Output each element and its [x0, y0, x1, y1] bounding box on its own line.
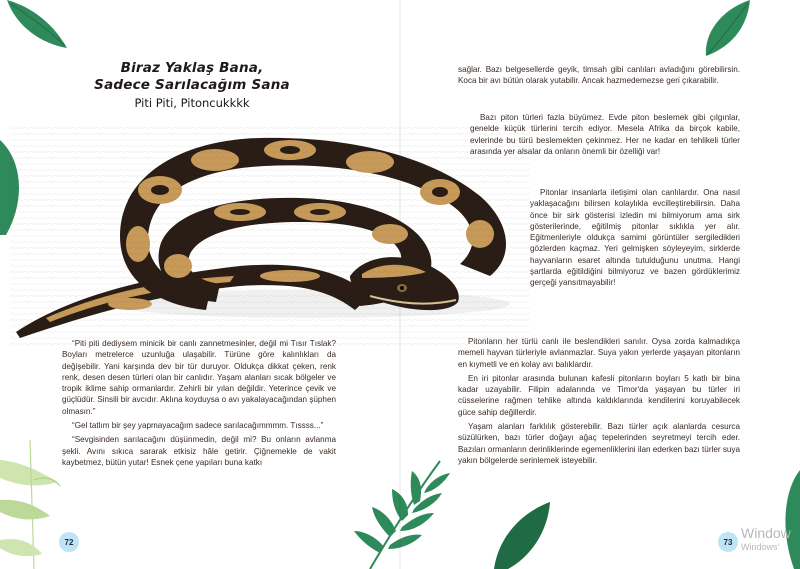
left-paragraph-2: “Gel tatlım bir şey yapmayacağım sadece sarılacağımmmm. Tıssss...” — [72, 421, 324, 431]
right-paragraph-6: Yaşam alanları farklılık gösterebilir. Bazı türler açık alanlarda cesurca süzülürken, bazı türler doğayı ağaç tepelerinden seyretmeyi tercih eder. Bazıları ormanların derinliklerinde egemenliklerini ilan ederken bazı türler suya yakın bölgelerde serinlemek isteyebilir. — [458, 422, 740, 465]
left-page-body — [62, 338, 336, 471]
right-paragraph-1: sağlar. Bazı belgesellerde geyik, timsah gibi canlıları avladığını görebilirsin. Koca bir avı bütün olarak yutabilir. Ancak hazmedemezse geri çıkarabilir. — [458, 65, 740, 86]
chapter-title-block — [92, 60, 292, 110]
chapter-title-line-2: Sadece Sarılacağım Sana — [94, 77, 290, 93]
right-paragraph-4: Pitonların her türlü canlı ile beslendikleri sanılır. Oysa zorda kalmadıkça memeli hayvan türleriyle avlanmazlar. Suya yakın yerlerde yaşayan pitonların en kıymetli ve en kolay avı balıklardır. — [458, 337, 740, 369]
leaf-decoration-bottom-right-icon — [488, 500, 554, 569]
right-paragraph-5: En iri pitonlar arasında bulunan kafesli pitonların boyları 5 katlı bir bina kadar uzayabilir. Filipin adalarında ve Timor'da yaşayan bu türler iri cüsselerine rağmen tehlike altında kaldıklarında kendilerini koruyabilecek güce sahip değillerdir. — [458, 373, 740, 417]
watermark-line-2: Windows' — [741, 542, 780, 552]
right-page-body-wrap-1 — [470, 112, 740, 160]
leaf-decoration-top-right-icon — [700, 0, 752, 58]
chapter-title-line-1: Biraz Yaklaş Bana, — [120, 60, 264, 76]
page-number-left: 72 — [59, 532, 79, 552]
right-page-body-wrap-2 — [530, 187, 740, 292]
leaf-decoration-bottom-left-icon — [0, 420, 62, 569]
leaf-decoration-right-edge-icon — [780, 470, 800, 569]
left-paragraph-1: “Piti piti dediysem minicik bir canlı zannetmesinler, değil mi Tısır Tıslak? Boyları metrelerce uzunluğa ulaşabilir. Türüne göre kalınlıkları da değişebilir. Yani karşında dev bir tür duruyor. Oldukça dikkat çeken, renk renk, desen desen türleri olan bir canlıdır. Yaşam alanları sıcak bölgeler ve tropik iklime sahip ormanlardır. Zehirli bir yılan değildir. Yeterince çevik ve güçlüdür. Sinsili bir avcıdır. Aklına koyduysa o avı yakalayacağından şüphen olmasın.” — [62, 339, 336, 416]
chapter-subtitle: Piti Piti, Pitoncukkkk — [134, 96, 250, 110]
right-page-body-bottom — [458, 336, 740, 469]
right-page-body-top — [458, 64, 740, 90]
leaf-decoration-bottom-center-icon — [350, 455, 460, 569]
watermark-line-1: Window — [741, 525, 791, 541]
left-paragraph-3: “Sevgisinden sarılacağını düşünmedin, değil mi? Bu onların avlanma şekli. Avını sıkıca sararak etkisiz hâle getirir. Çiğnemekle de vakit kaybetmez, bütün yutar! Esnek çene yapıları buna katkı — [62, 435, 336, 467]
right-paragraph-2: Bazı piton türleri fazla büyümez. Evde piton beslemek gibi çılgınlar, genelde küçük türlerini tercih ediyor. Mesela Afrika da birçok kabile, evlerinde bu türü beslemekten çekinmez. Her ne kadar en tehlikeli türler arasında yer alsalar da onların önemli bir özelliği var! — [470, 113, 740, 156]
ball-python-image — [10, 126, 530, 348]
windows-activation-watermark — [741, 526, 791, 554]
page-number-right: 73 — [718, 532, 738, 552]
right-paragraph-3: Pitonlar insanlarla iletişimi olan canlılardır. Ona nasıl yaklaşacağını bilirsen kolaylıkla evcilleştirebilirsin. Daha önce bir sirk gösterisi izledin mi bilmiyorum ama sirk gösterilerinde, eğitilmiş pitonlar sıklıkla yer alır. Eğitmenleriyle oldukça samimi görüntüler sergiledikleri gözlerden kaçmaz. Yeri gelmişken söyleyeyim, sirklerde hayvanların esaret altında tutulduğunu unutma. Hangi şartlarda eğitildiğini bilmiyoruz ve bazen gördüklerimiz gerçeği yansıtmayabilir! — [530, 188, 740, 288]
leaf-decoration-top-left-icon — [5, 0, 70, 50]
